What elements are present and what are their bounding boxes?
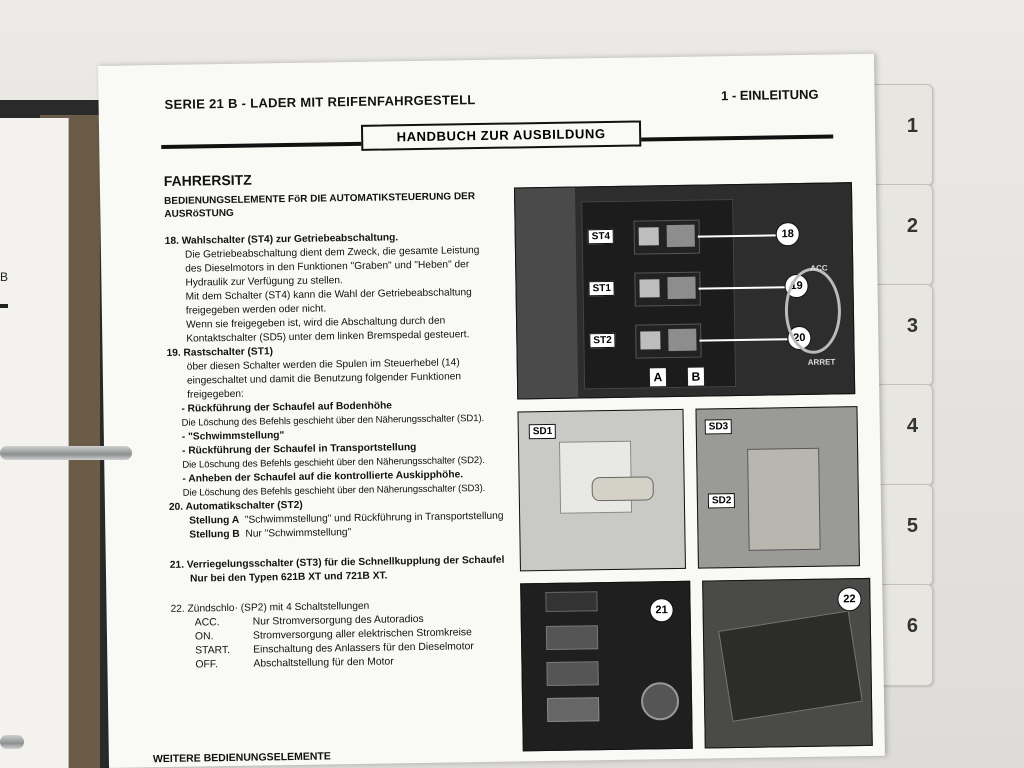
- item-19-function-note: Die Löschung des Befehls geschieht über den Näherungsschalter (SD2).: [182, 454, 485, 471]
- ignition-switch-photo: [702, 578, 873, 749]
- item-18-title: 18. Wahlschalter (ST4) zur Getriebeabschaltung.: [164, 232, 399, 247]
- tab-3[interactable]: 3: [870, 284, 933, 386]
- arrow-20: [699, 338, 787, 341]
- label-st1: ST1: [588, 281, 615, 296]
- label-sd1: SD1: [529, 424, 557, 439]
- ignition-row: OFF. Abschaltstellung für den Motor: [195, 656, 394, 671]
- item-20-position-a: Stellung A "Schwimmstellung" und Rückführung in Transportstellung: [189, 510, 504, 527]
- item-18-line: Hydraulik zur Verfügung zu stellen.: [185, 275, 343, 289]
- item-21-line: Nur bei den Typen 621B XT und 721B XT.: [189, 570, 388, 585]
- left-page: [0, 118, 69, 768]
- switch-st2: [635, 324, 702, 359]
- ignition-row: ON. Stromversorgung aller elektrischen Stromkreise: [194, 627, 472, 643]
- position-a-label: A: [650, 368, 666, 386]
- item-18-line: Mit dem Schalter (ST4) kann die Wahl der Getriebeabschaltung: [185, 287, 472, 303]
- item-18-line: Wenn sie freigegeben ist, wird die Abschaltung durch den: [185, 315, 446, 331]
- ignition-row: ACC. Nur Stromversorgung des Autoradios: [194, 613, 424, 629]
- handbook-banner: HANDBUCH ZUR AUSBILDUNG: [361, 120, 641, 150]
- arret-marking: ARRET: [807, 357, 836, 367]
- left-page-dash: [0, 304, 8, 308]
- item-22-title: 22. Zündschlo· (SP2) mit 4 Schaltstellungen: [170, 600, 370, 615]
- arrow-19: [699, 286, 787, 289]
- item-21-title: 21. Verriegelungsschalter (ST3) für die Schnellkupplung der Schaufel: [169, 554, 505, 571]
- ignition-row: START. Einschaltung des Anlassers für den Dieselmotor: [195, 641, 474, 657]
- section-subtitle: BEDIENUNGSELEMENTE FöR DIE AUTOMATIKSTEUERUNG DER AUSRöSTUNG: [164, 191, 476, 220]
- label-sd3: SD3: [705, 419, 733, 434]
- panel-switch: [546, 661, 598, 686]
- st3-switch-photo: [520, 581, 693, 752]
- item-19-function-note: Die Löschung des Befehls geschieht über den Näherungsschalter (SD1).: [181, 412, 485, 429]
- callout-19: 19: [784, 274, 808, 298]
- item-19-function: - Rückführung der Schaufel in Transportstellung: [181, 442, 417, 457]
- item-19-function-note: Die Löschung des Befehls geschieht über den Näherungsschalter (SD3).: [182, 482, 486, 499]
- panel-edge: [515, 188, 578, 399]
- item-20-position-b: Stellung B Nur "Schwimmstellung": [189, 527, 352, 541]
- switch-st1: [634, 272, 701, 307]
- binder-ring-upper: [0, 446, 132, 460]
- switch-plate: [718, 611, 863, 722]
- binder-ring-lower: [0, 735, 24, 749]
- item-18-line: Kontaktschalter (SD5) unter dem linken Bremspedal gesteuert.: [186, 329, 470, 345]
- callout-22: 22: [837, 587, 861, 611]
- body-text: [164, 168, 512, 673]
- tab-5[interactable]: 5: [870, 484, 933, 586]
- callout-18: 18: [776, 222, 800, 246]
- panel-switch: [545, 591, 597, 612]
- manual-page: [98, 54, 885, 768]
- tab-4[interactable]: 4: [870, 384, 933, 486]
- label-st4: ST4: [588, 229, 615, 244]
- item-18-line: freigegeben werden oder nicht.: [185, 303, 327, 317]
- ignition-key: [641, 682, 680, 721]
- page-header-chapter: 1 - EINLEITUNG: [720, 86, 819, 104]
- tab-2[interactable]: 2: [870, 184, 933, 286]
- sensor-body: [592, 476, 654, 501]
- item-18-line: Die Getriebeabschaltung dient dem Zweck, die gesamte Leistung: [184, 245, 480, 261]
- item-19-line: freigegeben:: [187, 388, 244, 401]
- switch-st4: [633, 220, 700, 255]
- callout-21: 21: [649, 598, 673, 622]
- callout-20: 20: [787, 326, 811, 350]
- item-19-title: 19. Rastschalter (ST1): [166, 346, 274, 359]
- item-19-function: - "Schwimmstellung": [181, 430, 285, 443]
- item-19-line: öber diesen Schalter werden die Spulen im Steuerhebel (14): [186, 357, 460, 373]
- more-controls-heading: WEITERE BEDIENUNGSELEMENTE: [152, 750, 331, 766]
- tab-6[interactable]: 6: [870, 584, 933, 686]
- item-19-line: eingeschaltet und damit die Benutzung folgender Funktionen: [186, 371, 462, 387]
- item-18-line: des Dieselmotors in den Funktionen "Graben" und "Heben" der: [185, 259, 470, 275]
- label-sd2: SD2: [708, 493, 736, 508]
- panel-switch: [546, 625, 598, 650]
- item-19-function: - Anheben der Schaufel auf die kontrollierte Auskipphöhe.: [182, 469, 464, 485]
- page-header-title: SERIE 21 B - LADER MIT REIFENFAHRGESTELL: [164, 92, 476, 112]
- section-title: FAHRERSITZ: [163, 171, 252, 189]
- sd1-photo: [517, 409, 685, 572]
- left-page-mark: B: [0, 270, 9, 284]
- switch-panel-photo: [514, 182, 855, 399]
- label-st2: ST2: [589, 333, 616, 348]
- item-20-title: 20. Automatikschalter (ST2): [168, 499, 303, 513]
- position-b-label: B: [688, 368, 704, 386]
- sd2-sd3-photo: [695, 406, 859, 569]
- acc-marking: ACC: [810, 263, 828, 273]
- arrow-18: [698, 234, 776, 237]
- item-19-function: - Rückführung der Schaufel auf Bodenhöhe: [181, 400, 393, 415]
- bracket-assembly: [747, 448, 821, 551]
- ignition-dial: [784, 267, 841, 354]
- panel-switch: [547, 697, 599, 722]
- tab-1[interactable]: 1: [870, 84, 933, 186]
